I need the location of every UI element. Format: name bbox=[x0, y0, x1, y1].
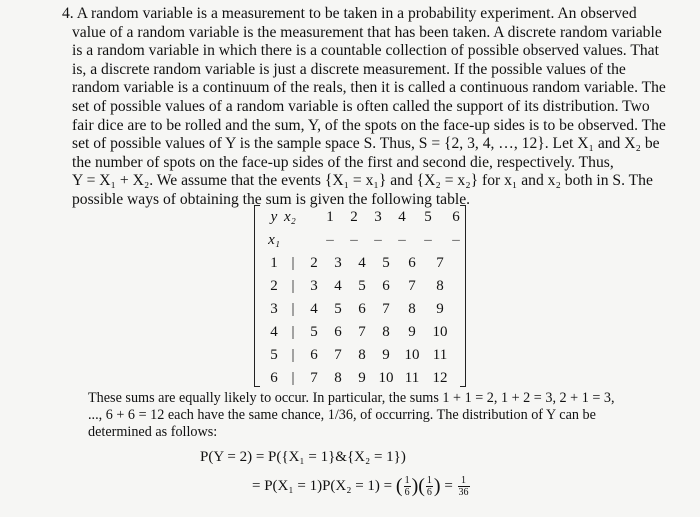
row-divider: | bbox=[291, 347, 295, 363]
header-rule: – bbox=[424, 232, 432, 248]
sum-cell: 4 bbox=[310, 301, 318, 317]
sum-cell: 5 bbox=[358, 278, 366, 294]
paragraph-line: random variable is a continuum of the reals, then it is called a continuous random variable. The bbox=[72, 79, 666, 97]
sum-grid bbox=[264, 206, 470, 390]
corner-x2-label: x₂ bbox=[284, 209, 296, 225]
sum-cell: 3 bbox=[334, 255, 342, 271]
row-x1: 6 bbox=[270, 370, 278, 386]
table-row bbox=[264, 275, 470, 298]
sum-cell: 9 bbox=[382, 347, 390, 363]
row-x1: 2 bbox=[270, 278, 278, 294]
paragraph-line: the number of spots on the face-up sides of the first and second die, respectively. Thus, bbox=[72, 153, 614, 171]
sum-cell: 7 bbox=[310, 370, 318, 386]
paragraph-line: set of possible values of Y is the sample space S. Thus, S = {2, 3, 4, …, 12}. Let X₁ and X₂ be bbox=[72, 135, 660, 153]
paragraph-line: set of possible values of a random variable is often called the support of its distribution. Two bbox=[72, 97, 650, 115]
row-x1: 3 bbox=[270, 301, 278, 317]
sum-cell: 3 bbox=[310, 278, 318, 294]
header-cell: 6 bbox=[452, 209, 460, 225]
table-x1-row bbox=[264, 229, 470, 252]
sum-cell: 10 bbox=[432, 324, 448, 340]
row-divider: | bbox=[291, 324, 295, 340]
sum-cell: 6 bbox=[358, 301, 366, 317]
explanation-line: determined as follows: bbox=[88, 424, 218, 440]
sum-cell: 9 bbox=[408, 324, 416, 340]
row-x1: 1 bbox=[270, 255, 278, 271]
equation-line-2: = P(X₁ = 1)P(X₂ = 1) = ( $\frac{1}{6}$ )( $\frac{1}{6}$ ) = $\frac{1}{36}$ bbox=[252, 475, 469, 498]
explanation-line: ..., 6 + 6 = 12 each have the same chance, 1/36, of occurring. The distribution of Y can be bbox=[88, 407, 596, 423]
sum-cell: 4 bbox=[358, 255, 366, 271]
row-divider: | bbox=[291, 301, 295, 317]
sum-cell: 6 bbox=[334, 324, 342, 340]
sum-cell: 7 bbox=[436, 255, 444, 271]
paragraph-line: possible ways of obtaining the sum is given the following table. bbox=[72, 190, 471, 208]
problem-paragraph bbox=[62, 5, 682, 210]
sum-cell: 6 bbox=[408, 255, 416, 271]
sum-cell: 12 bbox=[432, 370, 448, 386]
sum-cell: 8 bbox=[358, 347, 366, 363]
header-cell: 2 bbox=[350, 209, 358, 225]
header-rule: – bbox=[374, 232, 382, 248]
table-row bbox=[264, 367, 470, 390]
header-cell: 5 bbox=[424, 209, 432, 225]
sum-cell: 8 bbox=[408, 301, 416, 317]
sum-cell: 8 bbox=[334, 370, 342, 386]
sum-cell: 9 bbox=[358, 370, 366, 386]
sum-cell: 7 bbox=[382, 301, 390, 317]
sum-cell: 5 bbox=[310, 324, 318, 340]
paragraph-line: is, a discrete random variable is just a discrete measurement. If the possible values of the bbox=[72, 60, 626, 78]
header-cell: 4 bbox=[398, 209, 406, 225]
fraction-one-thirtysixth: $\frac{1}{36}$ bbox=[458, 475, 469, 498]
sum-table bbox=[254, 203, 466, 389]
table-bracket-left bbox=[254, 205, 260, 387]
equation-line-1: P(Y = 2) = P({X₁ = 1}&{X₂ = 1}) bbox=[200, 449, 406, 465]
table-header-row bbox=[264, 206, 470, 229]
sum-cell: 6 bbox=[382, 278, 390, 294]
explanation-line: These sums are equally likely to occur. In particular, the sums 1 + 1 = 2, 1 + 2 = 3, 2 + 1 = 3, bbox=[88, 390, 615, 406]
paragraph-line: 4. A random variable is a measurement to be taken in a probability experiment. An observed bbox=[62, 5, 637, 22]
sum-cell: 9 bbox=[436, 301, 444, 317]
equals-sign: = bbox=[444, 477, 453, 494]
row-divider: | bbox=[291, 255, 295, 271]
equation-prefix: = P(X₁ = 1)P(X₂ = 1) = bbox=[252, 477, 393, 494]
fraction-one-sixth: $\frac{1}{6}$ bbox=[404, 475, 410, 498]
x1-label: x₁ bbox=[268, 232, 280, 248]
sum-cell: 10 bbox=[378, 370, 394, 386]
sum-cell: 7 bbox=[408, 278, 416, 294]
paragraph-line: value of a random variable is the measurement that has been taken. A discrete random variable bbox=[72, 23, 662, 41]
sum-cell: 11 bbox=[404, 370, 420, 386]
explanation-text bbox=[88, 390, 648, 441]
sum-cell: 7 bbox=[334, 347, 342, 363]
sum-cell: 2 bbox=[310, 255, 318, 271]
header-cell: 3 bbox=[374, 209, 382, 225]
row-x1: 5 bbox=[270, 347, 278, 363]
table-row bbox=[264, 344, 470, 367]
table-row bbox=[264, 298, 470, 321]
sum-cell: 10 bbox=[404, 347, 420, 363]
sum-cell: 5 bbox=[382, 255, 390, 271]
header-cell: 1 bbox=[326, 209, 334, 225]
table-row bbox=[264, 321, 470, 344]
paragraph-line: fair dice are to be rolled and the sum, Y, of the spots on the face-up sides is to be observed. The bbox=[72, 116, 666, 134]
sum-cell: 5 bbox=[334, 301, 342, 317]
corner-y-label: y bbox=[270, 209, 278, 225]
table-row bbox=[264, 252, 470, 275]
paragraph-line: is a random variable in which there is a countable collection of possible observed values. That bbox=[72, 42, 659, 60]
sum-cell: 4 bbox=[334, 278, 342, 294]
sum-cell: 11 bbox=[432, 347, 448, 363]
row-x1: 4 bbox=[270, 324, 278, 340]
header-rule: – bbox=[452, 232, 460, 248]
sum-cell: 7 bbox=[358, 324, 366, 340]
fraction-one-sixth: $\frac{1}{6}$ bbox=[426, 475, 432, 498]
paragraph-line: Y = X₁ + X₂. We assume that the events {X₁ = x₁} and {X₂ = x₂} for x₁ and x₂ both in S. The bbox=[72, 172, 653, 190]
row-divider: | bbox=[291, 370, 295, 386]
header-rule: – bbox=[398, 232, 406, 248]
sum-cell: 8 bbox=[382, 324, 390, 340]
header-rule: – bbox=[350, 232, 358, 248]
header-rule: – bbox=[326, 232, 334, 248]
sum-cell: 8 bbox=[436, 278, 444, 294]
row-divider: | bbox=[291, 278, 295, 294]
sum-cell: 6 bbox=[310, 347, 318, 363]
